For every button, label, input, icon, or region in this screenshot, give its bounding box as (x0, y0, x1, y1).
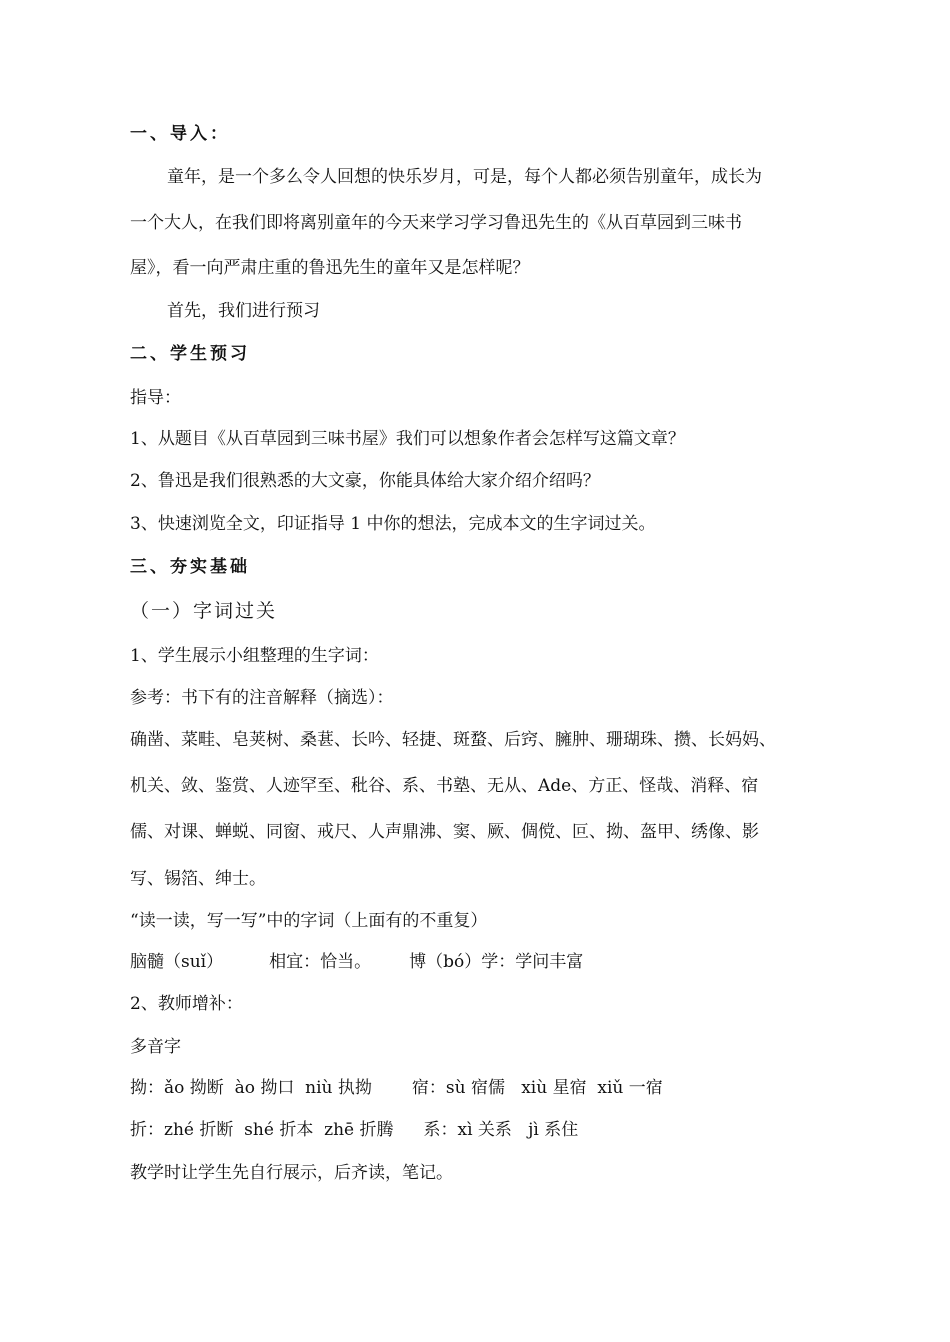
section-1-heading: 一、导入： (130, 124, 230, 144)
guide-item-2: 2、鲁迅是我们很熟悉的大文豪，你能具体给大家介绍介绍吗？ (130, 471, 600, 491)
polyphone-entry: 宿：sù 宿儒 xiù 星宿 xiǔ 一宿 (411, 1078, 663, 1098)
guide-label: 指导： (130, 388, 181, 408)
word-list-line: 机关、敛、鉴赏、人迹罕至、秕谷、系、书塾、无从、Ade、方正、怪哉、消释、宿 (130, 776, 759, 796)
vocab-item: 博（bó）学：学问丰富 (409, 952, 584, 972)
subsection-heading: （一）字词过关 (130, 600, 278, 622)
guide-item-3: 3、快速浏览全文，印证指导 1 中你的想法，完成本文的生字词过关。 (130, 514, 656, 534)
section-3-heading: 三、夯实基础 (130, 557, 250, 577)
list-item: 1、学生展示小组整理的生字词： (130, 646, 379, 666)
vocab-item: 脑髓（suǐ） (130, 952, 224, 972)
teaching-note: 教学时让学生先自行展示，后齐读，笔记。 (130, 1163, 453, 1183)
section-2-heading: 二、学生预习 (130, 344, 250, 364)
word-list-line: 确凿、菜畦、皂荚树、桑葚、长吟、轻捷、斑蝥、后窍、臃肿、珊瑚珠、攒、长妈妈、 (130, 730, 776, 750)
polyphone-entry: 拗：ǎo 拗断 ào 拗口 niù 执拗 (130, 1078, 372, 1098)
paragraph-line: 屋》，看一向严肃庄重的鲁迅先生的童年又是怎样呢？ (130, 258, 530, 278)
vocab-line (130, 950, 583, 974)
word-list-line: 儒、对课、蝉蜕、同窗、戒尺、人声鼎沸、窦、厥、倜傥、叵、拗、盔甲、绣像、影 (130, 822, 759, 842)
polyphone-entry: 折：zhé 折断 shé 折本 zhē 折腾 (130, 1120, 394, 1140)
polyphone-row (130, 1076, 663, 1100)
paragraph-line: 童年，是一个多么令人回想的快乐岁月，可是，每个人都必须告别童年，成长为 (167, 167, 762, 187)
reference-line: 参考：书下有的注音解释（摘选）： (130, 688, 394, 708)
read-write-line: “读一读，写一写”中的字词（上面有的不重复） (130, 911, 488, 931)
list-item: 2、教师增补： (130, 994, 243, 1014)
vocab-item: 相宜：恰当。 (269, 952, 372, 972)
paragraph-line: 首先，我们进行预习 (167, 301, 320, 321)
word-list-line: 写、锡箔、绅士。 (130, 869, 266, 889)
polyphone-entry: 系：xì 关系 jì 系住 (423, 1120, 579, 1140)
polyphone-row (130, 1118, 578, 1142)
paragraph-line: 一个大人，在我们即将离别童年的今天来学习学习鲁迅先生的《从百草园到三味书 (130, 213, 742, 233)
guide-item-1: 1、从题目《从百草园到三味书屋》我们可以想象作者会怎样写这篇文章？ (130, 429, 685, 449)
polyphone-title: 多音字 (130, 1037, 181, 1057)
